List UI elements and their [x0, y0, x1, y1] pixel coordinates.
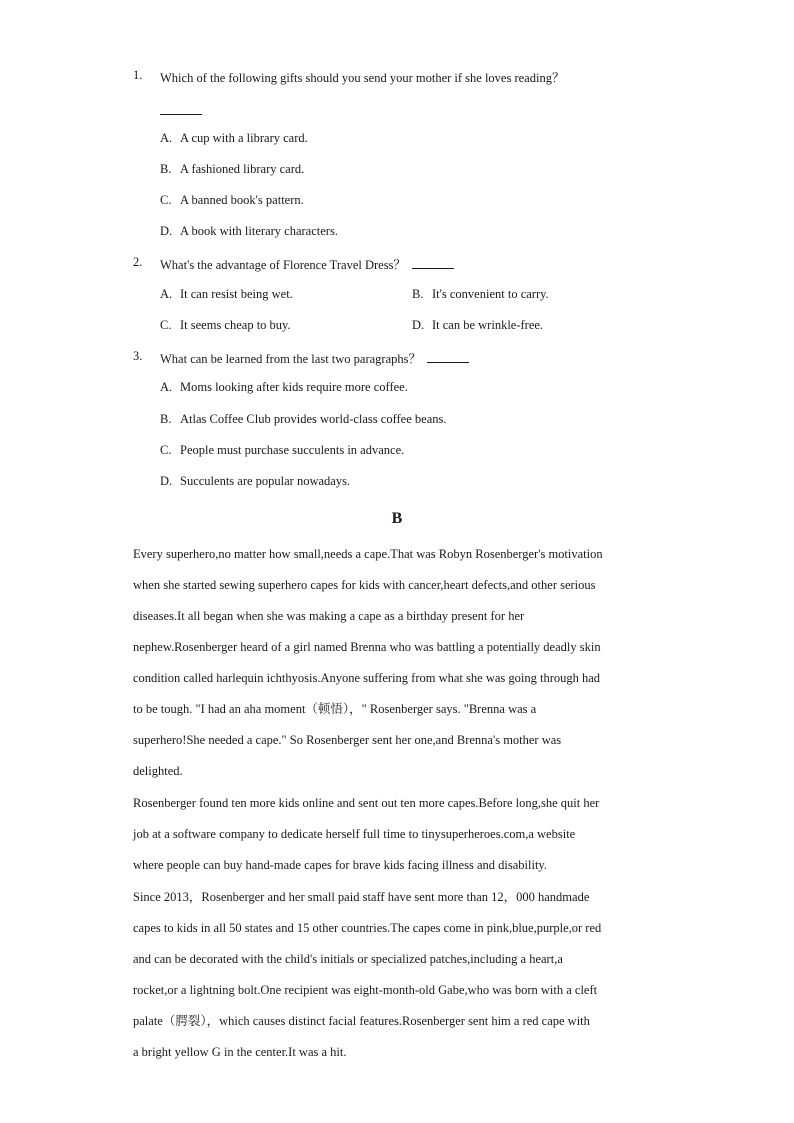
- paragraph-line: a bright yellow G in the center.It was a hit.: [133, 1045, 347, 1059]
- option-letter: B.: [160, 412, 172, 426]
- option-text: People must purchase succulents in advance.: [180, 443, 405, 457]
- paragraph-line: palate（腭裂），which causes distinct facial features.Rosenberger sent him a red cape with: [133, 1014, 590, 1028]
- paragraph-line: diseases.It all began when she was making a cape as a birthday present for her: [133, 609, 525, 623]
- option-3a: [160, 380, 408, 395]
- option-1d: [160, 224, 338, 239]
- question-text: Which of the following gifts should you send your mother if she loves reading？: [160, 71, 565, 85]
- option-1b: [160, 162, 304, 177]
- paragraph-line: nephew.Rosenberger heard of a girl named Brenna who was battling a potentially deadly skin: [133, 640, 601, 654]
- passage-paragraph-1: [133, 539, 663, 787]
- option-text: It can resist being wet.: [180, 287, 293, 301]
- option-letter: D.: [160, 474, 173, 488]
- paragraph-line: Rosenberger found ten more kids online and sent out ten more capes.Before long,she quit her: [133, 796, 600, 810]
- question-text: What can be learned from the last two paragraphs？: [160, 352, 422, 366]
- passage-paragraph-3: [133, 882, 663, 1068]
- option-letter: C.: [160, 193, 172, 207]
- option-letter: B.: [412, 287, 424, 301]
- option-3c: [160, 443, 404, 458]
- paragraph-line: job at a software company to dedicate herself full time to tinysuperheroes.com,a website: [133, 827, 576, 841]
- paragraph-line: capes to kids in all 50 states and 15 other countries.The capes come in pink,blue,purple,or red: [133, 921, 602, 935]
- paragraph-line: delighted.: [133, 764, 183, 778]
- option-2c: [160, 318, 291, 333]
- option-1c: [160, 193, 304, 208]
- option-text: A cup with a library card.: [180, 131, 308, 145]
- option-text: A fashioned library card.: [180, 162, 305, 176]
- option-letter: D.: [160, 224, 173, 238]
- paragraph-line: when she started sewing superhero capes for kids with cancer,heart defects,and other serious: [133, 578, 596, 592]
- paragraph-line: where people can buy hand-made capes for brave kids facing illness and disability.: [133, 858, 547, 872]
- option-1a: [160, 131, 308, 146]
- option-letter: C.: [160, 443, 172, 457]
- answer-blank[interactable]: [412, 256, 454, 269]
- section-title: B: [391, 510, 403, 527]
- question-number: 2.: [133, 255, 143, 269]
- option-letter: A.: [160, 287, 173, 301]
- option-2d: [412, 318, 543, 333]
- option-text: It seems cheap to buy.: [180, 318, 291, 332]
- passage-paragraph-2: [133, 788, 663, 881]
- option-2b: [412, 287, 549, 302]
- option-3b: [160, 412, 446, 427]
- paragraph-line: rocket,or a lightning bolt.One recipient was eight-month-old Gabe,who was born with a cleft: [133, 983, 598, 997]
- question-number: 3.: [133, 349, 143, 363]
- option-text: It's convenient to carry.: [432, 287, 549, 301]
- option-letter: A.: [160, 131, 173, 145]
- paragraph-line: condition called harlequin ichthyosis.Anyone suffering from what she was going through had: [133, 671, 601, 685]
- option-text: A book with literary characters.: [180, 224, 338, 238]
- option-letter: C.: [160, 318, 172, 332]
- option-letter: A.: [160, 380, 173, 394]
- option-text: A banned book's pattern.: [180, 193, 304, 207]
- option-text: Moms looking after kids require more coffee.: [180, 380, 408, 394]
- paragraph-line: and can be decorated with the child's initials or specialized patches,including a heart,a: [133, 952, 563, 966]
- option-text: Succulents are popular nowadays.: [180, 474, 351, 488]
- question-text: What's the advantage of Florence Travel Dress？: [160, 258, 406, 272]
- paragraph-line: Since 2013，Rosenberger and her small paid staff have sent more than 12，000 handmade: [133, 890, 590, 904]
- option-text: Atlas Coffee Club provides world-class coffee beans.: [180, 412, 447, 426]
- option-2a: [160, 287, 293, 302]
- option-letter: D.: [412, 318, 425, 332]
- answer-blank[interactable]: [160, 114, 202, 115]
- option-3d: [160, 474, 350, 489]
- paragraph-line: to be tough. "I had an aha moment（顿悟），" Rosenberger says. "Brenna was a: [133, 702, 537, 716]
- option-text: It can be wrinkle-free.: [432, 318, 544, 332]
- paragraph-line: Every superhero,no matter how small,needs a cape.That was Robyn Rosenberger's motivation: [133, 547, 603, 561]
- answer-blank[interactable]: [427, 350, 469, 363]
- question-text-wrap: [160, 349, 469, 367]
- question-number: 1.: [133, 68, 143, 82]
- option-letter: B.: [160, 162, 172, 176]
- paragraph-line: superhero!She needed a cape." So Rosenberger sent her one,and Brenna's mother was: [133, 733, 562, 747]
- question-text-wrap: [160, 255, 454, 273]
